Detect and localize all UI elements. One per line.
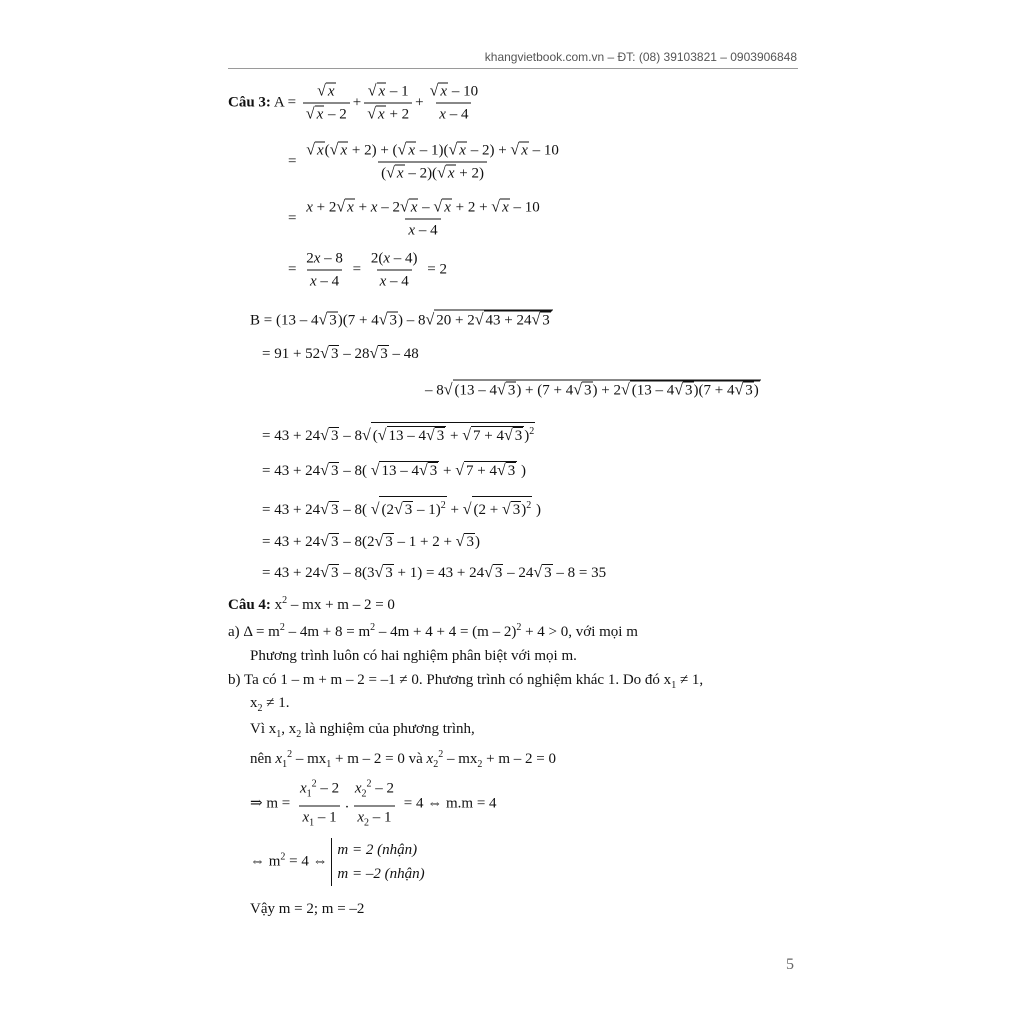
case-2: m = –2 (nhận) [337, 866, 425, 882]
q3-a-step1: = $\frac{√ x(√ x + 2) + (√ x - 1)(√ x - 2) + √ x - 10}{(√ x - 2)(√ x + 2)}$ [288, 141, 559, 182]
q3-a-step3: = $\frac{2x - 8}{x - 4}$ = $\frac{2(x - 4)}{x - 4}$ = 2 [288, 250, 447, 290]
q3-b-line-1: = 91 + 52√ 3 – 28√ 3 – 48 [262, 345, 419, 362]
header-rule [228, 68, 798, 69]
q4-a-conclusion: Phương trình luôn có hai nghiệm phân biệt với mọi m. [250, 648, 577, 664]
q3-b-line-5: = 43 + 24√ 3 – 8( √ (2√ 3 – 1)$^2$ + √ (2 + √ 3)$^2$ ) [262, 496, 541, 520]
q4-b-line6: ⇔ $m^2 = 4$ ⇔ m = 2 (nhận) m = –2 (nhận) [250, 838, 425, 886]
q3-b-line-3: = 43 + 24√ 3 – 8√ (√ 13 – 4√ 3 + √ 7 + 4√ 3 )$^2$ [262, 422, 535, 446]
q4-b-line1: b) Ta có 1 – m + m – 2 = –1 ≠ 0. Phương trình có nghiệm khác 1. Do đó $x_1 \ne 1$, [228, 672, 704, 691]
q3-b-line-2: – 8√ (13 – 4√ 3) + (7 + 4√ 3) + 2√ (13 – 4√ 3)(7 + 4√ 3) [425, 381, 759, 399]
q3-b-line-7: = 43 + 24√ 3 – 8(3√ 3 + 1) = 43 + 24√ 3 – 24√ 3 – 8 = 35 [262, 564, 607, 581]
q3-a-line: Câu 3: A = $\frac{√ x}{√ x - 2}$ + $\frac{√ x - 1}{√ x + 2}$ + $\frac{√ x - 10}{x - 4}$ [228, 82, 479, 123]
q3-a-step2: = $\frac{x + 2√ x + x - 2√ x - √ x + 2 + √ x - 10}{x - 4}$ [288, 198, 540, 239]
q4-label: Câu 4: [228, 597, 271, 613]
q4-title-line: Câu 4: $x^2$ – mx + m – 2 = 0 [228, 595, 395, 613]
q4-conclusion: Vậy m = 2; m = –2 [250, 901, 365, 917]
q4-a-line: a) $\Delta = m^2 - 4m + 8 = m^2 - 4m + 4 + 4 = (m - 2)^2 + 4 > 0$, với mọi m [228, 622, 638, 640]
page-number: 5 [786, 956, 794, 973]
q3-a-prefix: A = [270, 94, 300, 111]
page-header [0, 50, 797, 64]
q4-b-line3: Vì $x_1$, $x_2$ là nghiệm của phương trình, [250, 721, 475, 740]
q3-b-line-6: = 43 + 24√ 3 – 8(2√ 3 – 1 + 2 + √ 3) [262, 533, 480, 550]
q4-b-line2: $x_2 \ne 1$. [250, 695, 290, 714]
cases-bracket [331, 838, 424, 886]
header-site: khangvietbook.com.vn [484, 50, 605, 64]
q3-label: Câu 3: [228, 94, 271, 111]
header-contact: – ĐT: (08) 39103821 – 0903906848 [604, 50, 797, 64]
q3-b-line-4: = 43 + 24√ 3 – 8( √ 13 – 4√ 3 + √ 7 + 4√ 3 ) [262, 462, 527, 479]
q3-b-line-0: B = (13 – 4√ 3)(7 + 4√ 3) – 8√ 20 + 2√ 43 + 24√ 3 [250, 310, 553, 331]
q4-b-line4: nên $x_1^2 - mx_1 + m - 2 = 0$ và $x_2^2 - mx_2 + m - 2 = 0$ [250, 749, 556, 770]
case-1: m = 2 (nhận) [337, 842, 418, 858]
q4-b-line5: ⇒ m = $\frac{x_1^2 - 2}{x_1 - 1}$ . $\frac{x_2^2 - 2}{x_2 - 1}$ = 4 ⇔ m.m = 4 [250, 775, 497, 834]
